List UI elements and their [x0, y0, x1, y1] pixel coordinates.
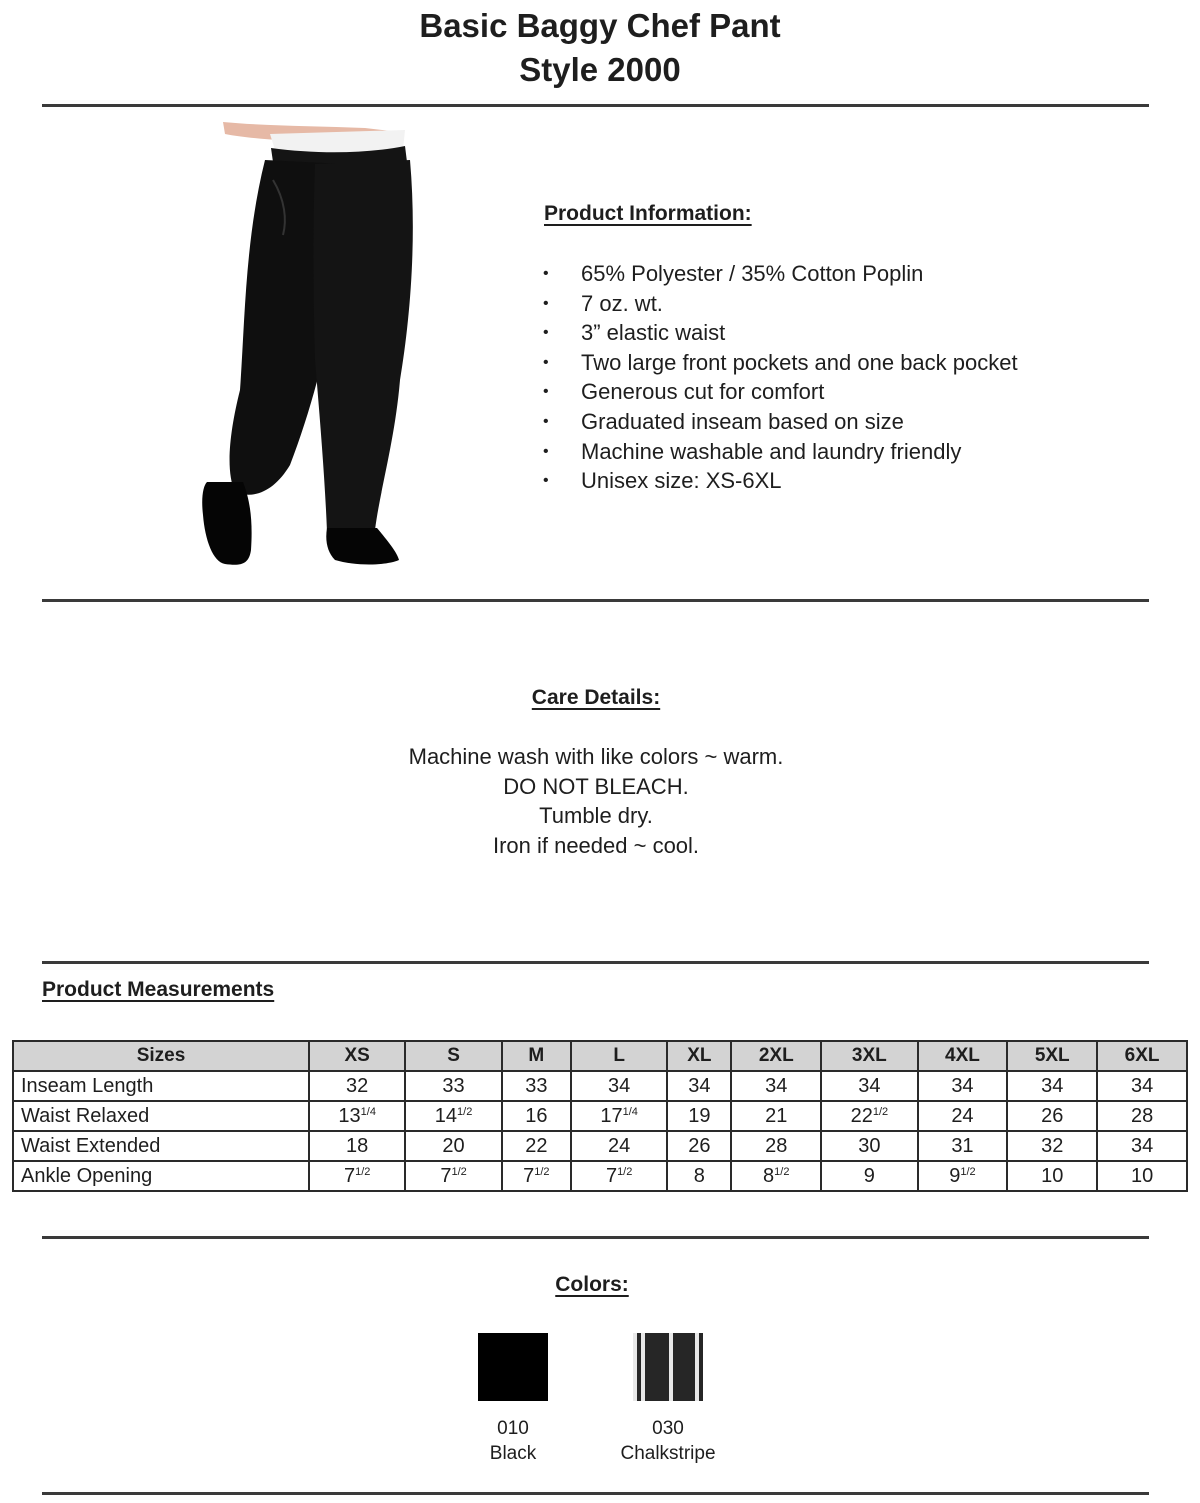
measurement-whole: 9	[863, 1164, 875, 1187]
table-cell	[918, 1071, 1008, 1101]
chalkstripe-stripe	[695, 1333, 699, 1401]
care-line: DO NOT BLEACH.	[503, 773, 689, 799]
measurement-whole: 34	[858, 1074, 881, 1097]
measurement-whole: 28	[1130, 1104, 1154, 1127]
table-row	[13, 1071, 1187, 1101]
table-cell	[918, 1131, 1008, 1161]
care-line: Machine wash with like colors ~ warm.	[408, 744, 784, 769]
table-cell	[1097, 1101, 1187, 1131]
table-cell	[821, 1101, 917, 1131]
table-header-row	[13, 1041, 1187, 1071]
swatch-name: Chalkstripe	[620, 1443, 716, 1464]
column-header-size: L	[571, 1041, 667, 1071]
table-row	[13, 1161, 1187, 1191]
measurement-fraction: 1/2	[960, 1165, 976, 1178]
table-cell	[1097, 1131, 1187, 1161]
measurement-whole: 33	[525, 1074, 548, 1097]
table-cell	[1007, 1131, 1097, 1161]
measurement-fraction: 1/4	[360, 1105, 376, 1118]
measurement-whole: 26	[688, 1134, 711, 1157]
measurement-whole: 7	[440, 1164, 452, 1187]
info-bullet: • 7 oz. wt.	[540, 289, 1018, 319]
table-cell	[502, 1101, 571, 1131]
measurements-table	[12, 1040, 1188, 1192]
table-cell	[309, 1131, 405, 1161]
measurement-fraction: 1/2	[872, 1105, 889, 1118]
measurement-whole: 20	[442, 1134, 465, 1157]
measurement-whole: 19	[688, 1104, 711, 1127]
divider	[42, 104, 1149, 107]
measurement-whole: 34	[1130, 1134, 1154, 1157]
table-cell	[405, 1131, 501, 1161]
table-cell	[918, 1161, 1008, 1191]
table-cell	[405, 1101, 501, 1131]
table-cell	[502, 1071, 571, 1101]
product-measurements-heading: Product Measurements	[42, 978, 275, 1001]
measurement-whole: 7	[523, 1164, 535, 1187]
table-cell	[502, 1131, 571, 1161]
info-bullet: • Generous cut for comfort	[540, 377, 1018, 407]
row-label: Waist Extended	[13, 1131, 309, 1161]
table-cell	[731, 1101, 821, 1131]
table-cell	[667, 1161, 731, 1191]
table-cell	[405, 1071, 501, 1101]
measurement-whole: 24	[608, 1134, 631, 1157]
measurement-fraction: 1/2	[457, 1105, 473, 1118]
measurement-whole: 17	[600, 1104, 623, 1127]
table-cell	[731, 1161, 821, 1191]
table-cell	[571, 1071, 667, 1101]
table-row	[13, 1131, 1187, 1161]
table-cell	[1007, 1071, 1097, 1101]
chalkstripe-stripe	[633, 1333, 637, 1401]
measurement-whole: 7	[605, 1164, 618, 1187]
table-cell	[667, 1071, 731, 1101]
table-cell	[571, 1101, 667, 1131]
product-photo	[195, 120, 415, 570]
swatch-code: 030	[652, 1418, 684, 1439]
measurement-whole: 7	[343, 1164, 356, 1187]
measurement-whole: 22	[850, 1104, 873, 1127]
column-header-size: S	[405, 1041, 501, 1071]
measurement-whole: 18	[346, 1134, 369, 1157]
measurement-whole: 9	[949, 1164, 961, 1187]
table-cell	[1097, 1071, 1187, 1101]
measurement-whole: 34	[608, 1074, 631, 1097]
swatch-code: 010	[497, 1418, 529, 1439]
column-header-sizes: Sizes	[13, 1041, 309, 1071]
divider	[42, 1492, 1149, 1495]
table-cell	[571, 1131, 667, 1161]
product-information-list	[540, 259, 1018, 496]
row-label: Inseam Length	[13, 1071, 309, 1101]
row-label: Waist Relaxed	[13, 1101, 309, 1131]
page-title: Basic Baggy Chef Pant	[419, 7, 781, 44]
table-cell	[667, 1101, 731, 1131]
measurement-whole: 14	[434, 1104, 458, 1127]
table-cell	[309, 1101, 405, 1131]
measurement-fraction: 1/2	[774, 1165, 790, 1178]
chalkstripe-stripe	[669, 1333, 673, 1401]
measurement-whole: 34	[1130, 1074, 1154, 1097]
table-cell	[1097, 1161, 1187, 1191]
table-cell	[309, 1161, 405, 1191]
product-information-heading: Product Information:	[544, 202, 752, 225]
column-header-size: 4XL	[918, 1041, 1008, 1071]
color-swatch-chalkstripe	[633, 1333, 703, 1401]
table-cell	[667, 1131, 731, 1161]
swatch-name: Black	[489, 1443, 537, 1464]
table-cell	[821, 1161, 917, 1191]
measurement-whole: 31	[951, 1134, 974, 1157]
measurement-whole: 32	[1041, 1134, 1064, 1157]
measurement-whole: 24	[951, 1104, 974, 1127]
info-bullet: • 65% Polyester / 35% Cotton Poplin	[540, 259, 1018, 289]
measurement-fraction: 1/2	[451, 1165, 467, 1178]
row-label: Ankle Opening	[13, 1161, 309, 1191]
left-shoe	[202, 482, 251, 565]
measurement-whole: 33	[442, 1074, 465, 1097]
table-cell	[821, 1071, 917, 1101]
measurement-whole: 34	[765, 1074, 788, 1097]
pants-right-leg	[314, 160, 413, 532]
care-line: Tumble dry.	[539, 803, 653, 829]
measurement-whole: 26	[1041, 1104, 1064, 1127]
measurement-whole: 34	[1041, 1074, 1064, 1097]
measurement-whole: 8	[693, 1164, 705, 1187]
info-bullet: • Graduated inseam based on size	[540, 407, 1018, 437]
table-cell	[731, 1131, 821, 1161]
table-cell	[731, 1071, 821, 1101]
table-cell	[309, 1071, 405, 1101]
column-header-size: M	[502, 1041, 571, 1071]
measurement-whole: 10	[1130, 1164, 1154, 1187]
table-cell	[405, 1161, 501, 1191]
info-bullet: • Two large front pockets and one back pocket	[540, 348, 1018, 378]
table-cell	[1007, 1161, 1097, 1191]
column-header-size: 5XL	[1007, 1041, 1097, 1071]
table-cell	[1007, 1101, 1097, 1131]
info-bullet: • Unisex size: XS-6XL	[540, 466, 1018, 496]
column-header-size: XS	[309, 1041, 405, 1071]
divider	[42, 599, 1149, 602]
measurement-whole: 21	[765, 1104, 788, 1127]
measurement-fraction: 1/2	[355, 1165, 371, 1178]
measurement-whole: 13	[338, 1104, 361, 1127]
column-header-size: 3XL	[821, 1041, 917, 1071]
chalkstripe-stripe	[641, 1333, 645, 1401]
measurement-whole: 22	[525, 1134, 548, 1157]
page-subtitle-style: Style 2000	[519, 51, 681, 88]
table-cell	[821, 1131, 917, 1161]
measurement-fraction: 1/4	[622, 1105, 638, 1118]
measurement-whole: 34	[688, 1074, 711, 1097]
measurement-whole: 30	[858, 1134, 881, 1157]
measurement-whole: 32	[346, 1074, 369, 1097]
column-header-size: 6XL	[1097, 1041, 1187, 1071]
color-swatch-black	[478, 1333, 548, 1401]
measurement-whole: 10	[1041, 1164, 1064, 1187]
table-cell	[918, 1101, 1008, 1131]
info-bullet: • Machine washable and laundry friendly	[540, 437, 1018, 467]
column-header-size: 2XL	[731, 1041, 821, 1071]
divider	[42, 961, 1149, 964]
divider	[42, 1236, 1149, 1239]
measurement-whole: 8	[763, 1164, 775, 1187]
right-shoe	[326, 528, 399, 565]
measurement-fraction: 1/2	[534, 1165, 550, 1178]
column-header-size: XL	[667, 1041, 731, 1071]
table-row	[13, 1101, 1187, 1131]
info-bullet: • 3” elastic waist	[540, 318, 1018, 348]
colors-heading: Colors:	[555, 1273, 629, 1296]
care-details-text	[0, 742, 1192, 860]
measurement-fraction: 1/2	[617, 1165, 633, 1178]
measurement-whole: 34	[951, 1074, 974, 1097]
care-details-heading: Care Details:	[531, 686, 661, 709]
care-line: Iron if needed ~ cool.	[492, 832, 700, 858]
measurement-whole: 16	[525, 1104, 548, 1127]
measurement-whole: 28	[765, 1134, 788, 1157]
table-cell	[502, 1161, 571, 1191]
table-cell	[571, 1161, 667, 1191]
